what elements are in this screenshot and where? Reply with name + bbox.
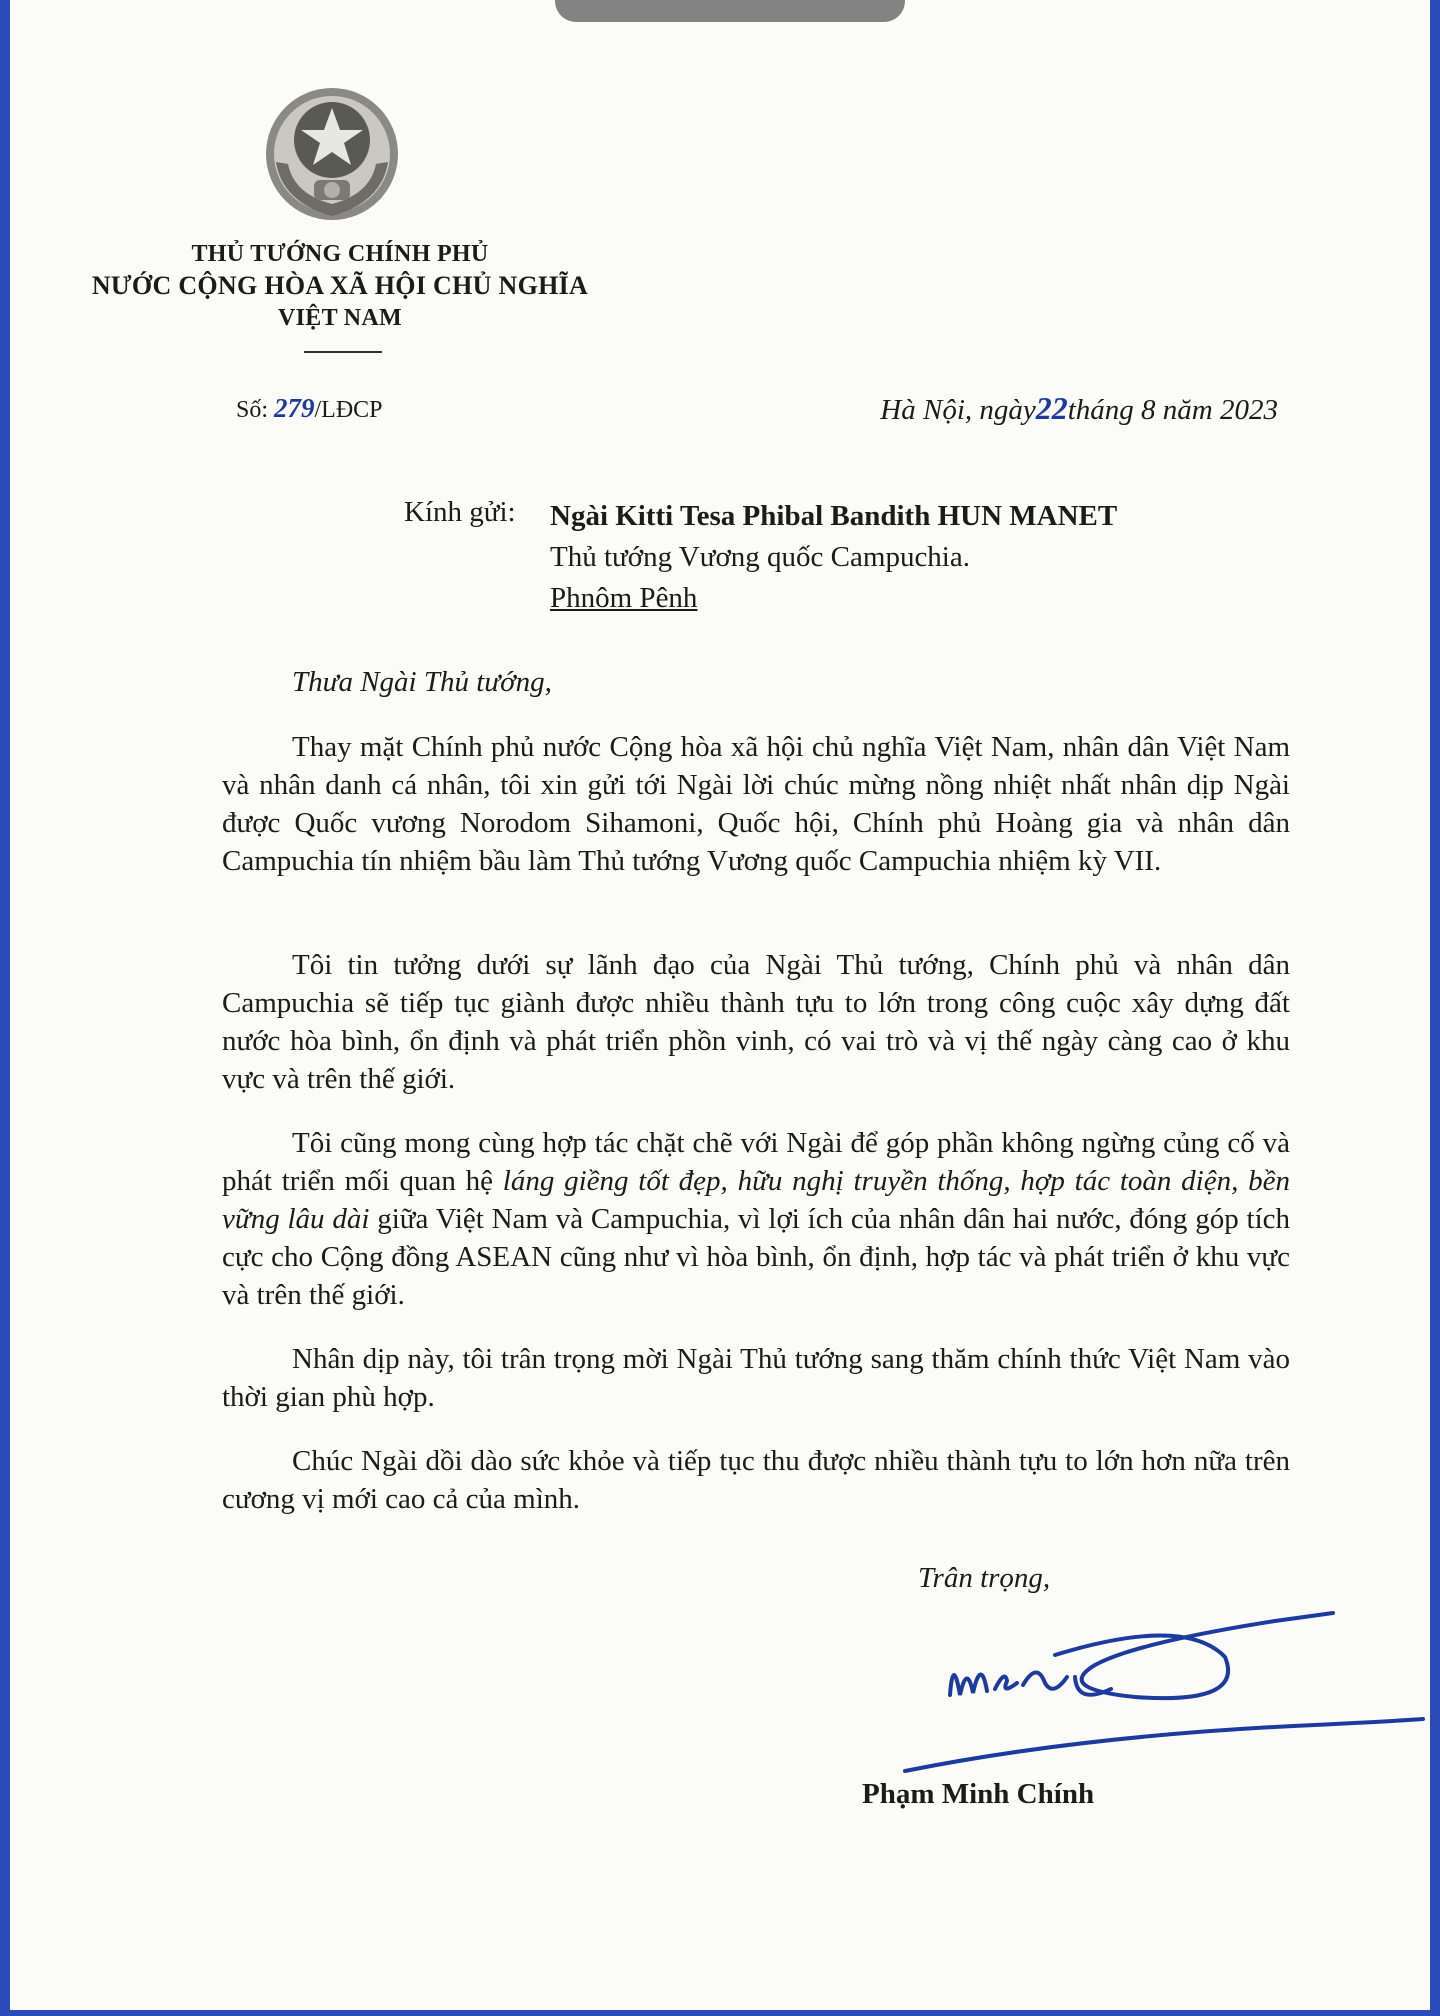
date-prefix: Hà Nội, ngày (880, 394, 1036, 426)
agency-line-2: NƯỚC CỘNG HÒA XÃ HỘI CHỦ NGHĨA (91, 271, 589, 300)
signer-name: Phạm Minh Chính (862, 1778, 1095, 1810)
letter-page (10, 0, 1430, 2010)
recipient-city: Phnôm Pênh (550, 582, 698, 614)
agency-line-3: VIỆT NAM (278, 305, 402, 331)
paragraph-3-part-b: giữa Việt Nam và Campuchia, vì lợi ích của nhân dân hai nước, đóng góp tích cực cho Cộng đồng ASEAN cũng như vì hòa bình, ổn định, hợp tác và phát triển ở khu vực và trên thế giới. (222, 1203, 1291, 1311)
issuing-agency (70, 238, 610, 334)
recipient-name: Ngài Kitti Tesa Phibal Bandith HUN MANET (550, 500, 1118, 532)
paragraph-1: Thay mặt Chính phủ nước Cộng hòa xã hội chủ nghĩa Việt Nam, nhân dân Việt Nam và nhân danh cá nhân, tôi xin gửi tới Ngài lời chúc mừng nồng nhiệt nhất nhân dịp Ngài được Quốc vương Norodom Sihamoni, Quốc hội, Chính phủ Hoàng gia và nhân dân Campuchia tín nhiệm bầu làm Thủ tướng Vương quốc Campuchia nhiệm kỳ VII. (222, 731, 1290, 877)
document-number (236, 393, 383, 424)
paragraph-3-part-a: Tôi cũng mong cùng hợp tác chặt chẽ với Ngài để góp phần không ngừng củng cố và phát triển mối quan hệ (222, 1127, 1290, 1197)
national-emblem-icon (258, 82, 406, 230)
number-suffix: /LĐCP (314, 397, 383, 423)
screenshot-top-pill (555, 0, 905, 22)
closing-greeting: Trân trọng, (918, 1562, 1051, 1594)
paragraph-3-italic: láng giềng tốt đẹp, hữu nghị truyền thống, hợp tác toàn diện, bền vững lâu dài (222, 1165, 1290, 1235)
document-date (880, 390, 1278, 427)
address-label: Kính gửi: (404, 496, 516, 528)
paragraph-4: Nhân dịp này, tôi trân trọng mời Ngài Thủ tướng sang thăm chính thức Việt Nam vào thời gian phù hợp. (222, 1343, 1290, 1413)
paragraph-3 (222, 1124, 1290, 1314)
agency-line-1: THỦ TƯỚNG CHÍNH PHỦ (191, 241, 489, 267)
signature-icon (755, 1585, 1430, 1785)
number-handwritten: 279 (274, 393, 315, 423)
date-day-handwritten: 22 (1035, 390, 1068, 426)
number-label: Số: (236, 397, 269, 423)
paragraph-5: Chúc Ngài dồi dào sức khỏe và tiếp tục thu được nhiều thành tựu to lớn hơn nữa trên cương vị mới cao cả của mình. (222, 1445, 1290, 1515)
recipient-title: Thủ tướng Vương quốc Campuchia. (550, 541, 970, 573)
date-suffix: tháng 8 năm 2023 (1067, 394, 1278, 426)
paragraph-2: Tôi tin tưởng dưới sự lãnh đạo của Ngài Thủ tướng, Chính phủ và nhân dân Campuchia sẽ tiếp tục giành được nhiều thành tựu to lớn trong công cuộc xây dựng đất nước hòa bình, ổn định và phát triển phồn vinh, có vai trò và vị thế ngày càng cao ở khu vực và trên thế giới. (222, 949, 1290, 1095)
header-divider (304, 351, 382, 353)
address-block (550, 496, 1117, 619)
salutation: Thưa Ngài Thủ tướng, (292, 666, 552, 698)
